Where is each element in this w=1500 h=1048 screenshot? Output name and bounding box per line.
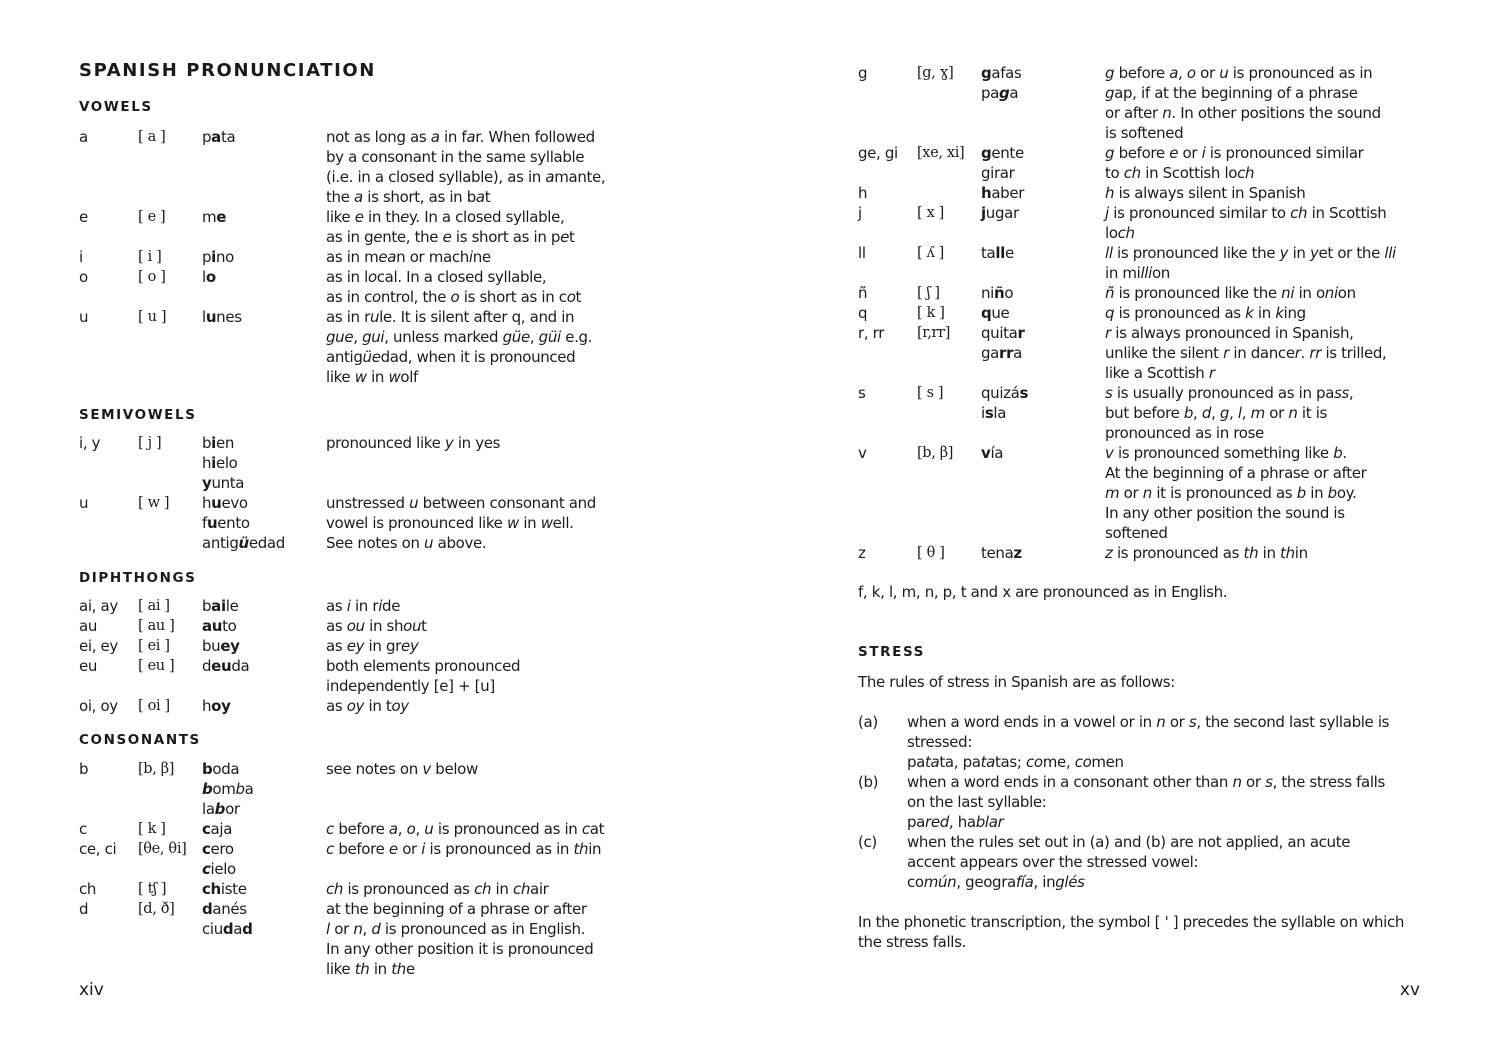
entry-letter: ch xyxy=(79,880,97,898)
stress-rule-c xyxy=(858,832,1428,892)
entry-letter: g xyxy=(858,64,868,82)
pronunciation-entry xyxy=(79,493,639,553)
entry-letter: v xyxy=(858,444,867,462)
example-word: gafas xyxy=(981,64,1022,82)
entry-description xyxy=(1105,63,1428,143)
right-page xyxy=(858,0,1428,1048)
description-line: In any other position it is pronounced xyxy=(326,940,594,958)
entry-examples xyxy=(981,143,1105,183)
entry-examples xyxy=(981,283,1105,303)
entry-description xyxy=(326,493,639,553)
entry-ipa: [ x ] xyxy=(917,205,944,221)
entry-examples xyxy=(981,203,1105,243)
rule-line: patata, patatas; come, comen xyxy=(907,753,1124,771)
example-word: antigüedad xyxy=(202,534,285,552)
pronunciation-entry xyxy=(79,616,639,636)
example-word: gente xyxy=(981,144,1024,162)
example-word: boda xyxy=(202,760,240,778)
stress-intro: The rules of stress in Spanish are as follows: xyxy=(858,673,1175,691)
entry-examples xyxy=(202,636,326,656)
pronunciation-entry xyxy=(79,307,639,387)
entry-letter: r, rr xyxy=(858,324,885,342)
entry-description xyxy=(1105,143,1428,183)
entry-description xyxy=(1105,543,1428,563)
entry-ipa: [ j ] xyxy=(138,435,162,451)
entry-ipa: [ s ] xyxy=(917,385,944,401)
pronunciation-entry xyxy=(79,899,639,979)
pronunciation-entry xyxy=(79,127,639,207)
pronunciation-entry xyxy=(858,383,1428,443)
entry-examples xyxy=(202,207,326,247)
consonants-table-continued xyxy=(858,63,1428,563)
pronunciation-entry xyxy=(79,267,639,307)
rule-line: accent appears over the stressed vowel: xyxy=(907,853,1199,871)
pronunciation-entry xyxy=(79,596,639,616)
entry-description xyxy=(326,656,639,696)
entry-letter: eu xyxy=(79,657,98,675)
entry-letter: d xyxy=(79,900,89,918)
example-word: girar xyxy=(981,164,1015,182)
entry-examples xyxy=(202,879,326,899)
entry-examples xyxy=(202,307,326,387)
entry-ipa: [ au ] xyxy=(138,618,175,634)
description-line: loch xyxy=(1105,224,1135,242)
example-word: cielo xyxy=(202,860,236,878)
example-word: me xyxy=(202,208,227,226)
example-word: quitar xyxy=(981,324,1025,342)
entry-examples xyxy=(981,303,1105,323)
example-word: labor xyxy=(202,800,240,818)
description-line: In any other position the sound is xyxy=(1105,504,1345,522)
description-line: z is pronounced as th in thin xyxy=(1105,544,1308,562)
example-word: niño xyxy=(981,284,1014,302)
example-word: deuda xyxy=(202,657,250,675)
page-number-right: xv xyxy=(1399,980,1420,1000)
description-line: c before e or i is pronounced as in thin xyxy=(326,840,602,858)
entry-ipa: [ ai ] xyxy=(138,598,170,614)
entry-examples xyxy=(202,493,326,553)
pronunciation-entry xyxy=(858,143,1428,183)
rule-line: when the rules set out in (a) and (b) are not applied, an acute xyxy=(907,833,1351,851)
example-word: auto xyxy=(202,617,237,635)
entry-examples xyxy=(981,63,1105,143)
description-line: the a is short, as in bat xyxy=(326,188,491,206)
description-line: vowel is pronounced like w in well. xyxy=(326,514,574,532)
entry-examples xyxy=(981,183,1105,203)
example-word: buey xyxy=(202,637,240,655)
diphthongs-table xyxy=(79,596,639,716)
entry-ipa xyxy=(917,183,981,203)
entry-letter: q xyxy=(858,304,868,322)
entry-examples xyxy=(202,247,326,267)
pronunciation-entry xyxy=(858,443,1428,543)
description-line: unstressed u between consonant and xyxy=(326,494,596,512)
entry-examples xyxy=(202,127,326,207)
example-word: caja xyxy=(202,820,233,838)
entry-ipa: [ tʃ ] xyxy=(138,881,167,897)
description-line: independently [e] + [u] xyxy=(326,677,495,695)
entry-letter: o xyxy=(79,268,88,286)
description-line: At the beginning of a phrase or after xyxy=(1105,464,1367,482)
pronunciation-entry xyxy=(858,303,1428,323)
entry-examples xyxy=(202,899,326,979)
entry-letter: ñ xyxy=(858,284,868,302)
example-word: huevo xyxy=(202,494,248,512)
entry-description xyxy=(1105,323,1428,383)
rule-line: stressed: xyxy=(907,733,973,751)
entry-examples xyxy=(981,383,1105,443)
entry-letter: j xyxy=(858,204,862,222)
example-word: pata xyxy=(202,128,236,146)
example-word: bomba xyxy=(202,780,254,798)
entry-ipa: [θe, θi] xyxy=(138,841,187,857)
entry-letter: z xyxy=(858,544,866,562)
section-heading-diphthongs: DIPHTHONGS xyxy=(79,570,197,586)
entry-ipa: [ oi ] xyxy=(138,698,170,714)
entry-letter: au xyxy=(79,617,97,635)
example-word: lunes xyxy=(202,308,242,326)
pronunciation-entry xyxy=(79,879,639,899)
description-line: in million xyxy=(1105,264,1170,282)
example-word: tenaz xyxy=(981,544,1022,562)
entry-letter: b xyxy=(79,760,89,778)
description-line: as oy in toy xyxy=(326,697,409,715)
description-line: unlike the silent r in dancer. rr is trilled, xyxy=(1105,344,1387,362)
description-line: j is pronounced similar to ch in Scottish xyxy=(1105,204,1387,222)
entry-ipa: [b, β] xyxy=(917,445,954,461)
entry-description xyxy=(1105,183,1428,203)
section-heading-semivowels: SEMIVOWELS xyxy=(79,407,197,423)
description-line: at the beginning of a phrase or after xyxy=(326,900,587,918)
entry-letter: ge, gi xyxy=(858,144,898,162)
entry-letter: i xyxy=(79,248,83,266)
description-line: as in mean or machine xyxy=(326,248,491,266)
pronunciation-entry xyxy=(858,203,1428,243)
page-number-left: xiv xyxy=(79,980,104,1000)
pronunciation-entry xyxy=(858,323,1428,383)
entry-ipa: [ i ] xyxy=(138,249,162,265)
entry-letter: s xyxy=(858,384,866,402)
entry-letter: i, y xyxy=(79,434,101,452)
entry-letter: u xyxy=(79,308,89,326)
entry-ipa: [xe, xi] xyxy=(917,145,965,161)
description-line: as ey in grey xyxy=(326,637,419,655)
stress-rule-a xyxy=(858,712,1428,772)
entry-letter: h xyxy=(858,184,868,202)
entry-ipa: [ eu ] xyxy=(138,658,175,674)
entry-description xyxy=(326,247,639,267)
entry-letter: u xyxy=(79,494,89,512)
rule-line: pared, hablar xyxy=(907,813,1004,831)
entry-description xyxy=(326,759,639,819)
entry-examples xyxy=(202,839,326,879)
description-line: pronounced as in rose xyxy=(1105,424,1264,442)
description-line: antigüedad, when it is pronounced xyxy=(326,348,576,366)
section-heading-consonants: CONSONANTS xyxy=(79,732,201,748)
example-word: vía xyxy=(981,444,1004,462)
description-line: gue, gui, unless marked güe, güi e.g. xyxy=(326,328,593,346)
entry-description xyxy=(1105,383,1428,443)
description-line: See notes on u above. xyxy=(326,534,487,552)
entry-ipa: [ e ] xyxy=(138,209,166,225)
entry-examples xyxy=(202,656,326,696)
entry-examples xyxy=(981,243,1105,283)
description-line: (i.e. in a closed syllable), as in amante, xyxy=(326,168,606,186)
description-line: or after n. In other positions the sound xyxy=(1105,104,1381,122)
rule-label: (c) xyxy=(858,833,877,851)
description-line: c before a, o, u is pronounced as in cat xyxy=(326,820,605,838)
entry-description xyxy=(326,207,639,247)
entry-description xyxy=(326,267,639,307)
stress-footer-note: In the phonetic transcription, the symbol [ ' ] precedes the syllable on which the stress falls. xyxy=(858,913,1405,951)
section-heading-vowels: VOWELS xyxy=(79,99,153,115)
description-line: q is pronounced as k in king xyxy=(1105,304,1306,322)
pronunciation-entry xyxy=(79,207,639,247)
description-line: as in control, the o is short as in cot xyxy=(326,288,582,306)
entry-letter: ce, ci xyxy=(79,840,117,858)
entry-ipa: [ k ] xyxy=(917,305,945,321)
description-line: as in local. In a closed syllable, xyxy=(326,268,547,286)
entry-ipa: [r,rr] xyxy=(917,325,951,341)
entry-examples xyxy=(202,616,326,636)
example-word: garra xyxy=(981,344,1022,362)
description-line: by a consonant in the same syllable xyxy=(326,148,585,166)
entry-examples xyxy=(202,267,326,307)
rule-body xyxy=(907,832,1428,892)
english-consonants-note: f, k, l, m, n, p, t and x are pronounced as in English. xyxy=(858,583,1228,601)
example-word: pino xyxy=(202,248,234,266)
example-word: quizás xyxy=(981,384,1029,402)
stress-rule-b xyxy=(858,772,1428,832)
example-word: danés xyxy=(202,900,247,918)
consonants-table xyxy=(79,759,639,979)
entry-ipa: [ u ] xyxy=(138,309,167,325)
description-line: as in gente, the e is short as in pet xyxy=(326,228,575,246)
description-line: as i in ride xyxy=(326,597,401,615)
entry-description xyxy=(1105,443,1428,543)
entry-examples xyxy=(981,543,1105,563)
example-word: talle xyxy=(981,244,1014,262)
entry-examples xyxy=(202,819,326,839)
example-word: yunta xyxy=(202,474,245,492)
entry-examples xyxy=(202,596,326,616)
pronunciation-entry xyxy=(79,839,639,879)
entry-letter: ei, ey xyxy=(79,637,118,655)
description-line: ch is pronounced as ch in chair xyxy=(326,880,549,898)
pronunciation-entry xyxy=(858,183,1428,203)
description-line: like a Scottish r xyxy=(1105,364,1215,382)
description-line: ll is pronounced like the y in yet or the lli xyxy=(1105,244,1396,262)
pronunciation-entry xyxy=(858,543,1428,563)
entry-description xyxy=(326,696,639,716)
entry-description xyxy=(326,307,639,387)
example-word: chiste xyxy=(202,880,247,898)
example-word: paga xyxy=(981,84,1019,102)
description-line: v is pronounced something like b. xyxy=(1105,444,1347,462)
example-word: haber xyxy=(981,184,1025,202)
entry-description xyxy=(326,899,639,979)
entry-ipa: [ w ] xyxy=(138,495,170,511)
description-line: l or n, d is pronounced as in English. xyxy=(326,920,586,938)
rule-line: común, geografía, inglés xyxy=(907,873,1085,891)
description-line: like w in wolf xyxy=(326,368,418,386)
description-line: softened xyxy=(1105,524,1168,542)
entry-description xyxy=(1105,243,1428,283)
example-word: fuento xyxy=(202,514,250,532)
example-word: isla xyxy=(981,404,1007,422)
entry-ipa: [ θ ] xyxy=(917,545,945,561)
description-line: like th in the xyxy=(326,960,415,978)
entry-description xyxy=(326,596,639,616)
pronunciation-entry xyxy=(79,759,639,819)
entry-letter: ai, ay xyxy=(79,597,118,615)
entry-ipa: [b, β] xyxy=(138,761,175,777)
entry-letter: ll xyxy=(858,244,866,262)
entry-description xyxy=(1105,303,1428,323)
entry-description xyxy=(1105,203,1428,243)
entry-ipa: [ ʎ ] xyxy=(917,245,944,261)
description-line: as ou in shout xyxy=(326,617,427,635)
example-word: jugar xyxy=(981,204,1019,222)
pronunciation-entry xyxy=(79,433,639,493)
pronunciation-entry xyxy=(858,243,1428,283)
entry-ipa: [d, ð] xyxy=(138,901,175,917)
entry-ipa: [ ʃ ] xyxy=(917,285,940,301)
example-word: bien xyxy=(202,434,235,452)
description-line: to ch in Scottish loch xyxy=(1105,164,1255,182)
example-word: hoy xyxy=(202,697,231,715)
section-heading-stress: STRESS xyxy=(858,644,925,660)
description-line: as in rule. It is silent after q, and in xyxy=(326,308,575,326)
entry-examples xyxy=(202,759,326,819)
entry-examples xyxy=(202,433,326,493)
page-title: SPANISH PRONUNCIATION xyxy=(79,60,376,81)
entry-ipa: [ a ] xyxy=(138,129,166,145)
entry-description xyxy=(326,616,639,636)
pronunciation-entry xyxy=(858,63,1428,143)
pronunciation-entry xyxy=(858,283,1428,303)
entry-description xyxy=(326,879,639,899)
semivowels-table xyxy=(79,433,639,553)
pronunciation-entry xyxy=(79,636,639,656)
example-word: ciudad xyxy=(202,920,253,938)
pronunciation-entry xyxy=(79,247,639,267)
description-line: g before a, o or u is pronounced as in xyxy=(1105,64,1373,82)
vowels-table xyxy=(79,127,639,387)
entry-ipa: [ o ] xyxy=(138,269,166,285)
pronunciation-entry xyxy=(79,696,639,716)
entry-ipa: [ ei ] xyxy=(138,638,170,654)
rule-line: on the last syllable: xyxy=(907,793,1047,811)
example-word: hielo xyxy=(202,454,238,472)
rule-line: when a word ends in a vowel or in n or s, the second last syllable is xyxy=(907,713,1390,731)
rule-label: (b) xyxy=(858,773,879,791)
entry-letter: oi, oy xyxy=(79,697,118,715)
example-word: lo xyxy=(202,268,216,286)
left-page xyxy=(79,0,639,1048)
example-word: cero xyxy=(202,840,234,858)
description-line: both elements pronounced xyxy=(326,657,521,675)
rule-label: (a) xyxy=(858,713,878,731)
entry-ipa: [ k ] xyxy=(138,821,166,837)
description-line: r is always pronounced in Spanish, xyxy=(1105,324,1354,342)
entry-ipa: [g, ɣ] xyxy=(917,65,954,81)
entry-letter: a xyxy=(79,128,88,146)
entry-description xyxy=(1105,283,1428,303)
rule-body xyxy=(907,772,1428,832)
pronunciation-entry xyxy=(79,656,639,696)
description-line: is softened xyxy=(1105,124,1184,142)
rule-body xyxy=(907,712,1428,772)
entry-letter: e xyxy=(79,208,88,226)
entry-description xyxy=(326,433,639,493)
entry-description xyxy=(326,839,639,879)
entry-examples xyxy=(981,323,1105,383)
description-line: like e in they. In a closed syllable, xyxy=(326,208,565,226)
entry-description xyxy=(326,819,639,839)
example-word: baile xyxy=(202,597,239,615)
example-word: que xyxy=(981,304,1010,322)
description-line: see notes on v below xyxy=(326,760,478,778)
description-line: gap, if at the beginning of a phrase xyxy=(1105,84,1358,102)
entry-examples xyxy=(981,443,1105,543)
description-line: s is usually pronounced as in pass, xyxy=(1105,384,1354,402)
description-line: pronounced like y in yes xyxy=(326,434,501,452)
entry-letter: c xyxy=(79,820,87,838)
description-line: h is always silent in Spanish xyxy=(1105,184,1306,202)
entry-description xyxy=(326,127,639,207)
rule-line: when a word ends in a consonant other than n or s, the stress falls xyxy=(907,773,1385,791)
pronunciation-entry xyxy=(79,819,639,839)
description-line: not as long as a in far. When followed xyxy=(326,128,595,146)
description-line: ñ is pronounced like the ni in onion xyxy=(1105,284,1356,302)
description-line: but before b, d, g, l, m or n it is xyxy=(1105,404,1327,422)
description-line: m or n it is pronounced as b in boy. xyxy=(1105,484,1357,502)
description-line: g before e or i is pronounced similar xyxy=(1105,144,1364,162)
entry-examples xyxy=(202,696,326,716)
entry-description xyxy=(326,636,639,656)
